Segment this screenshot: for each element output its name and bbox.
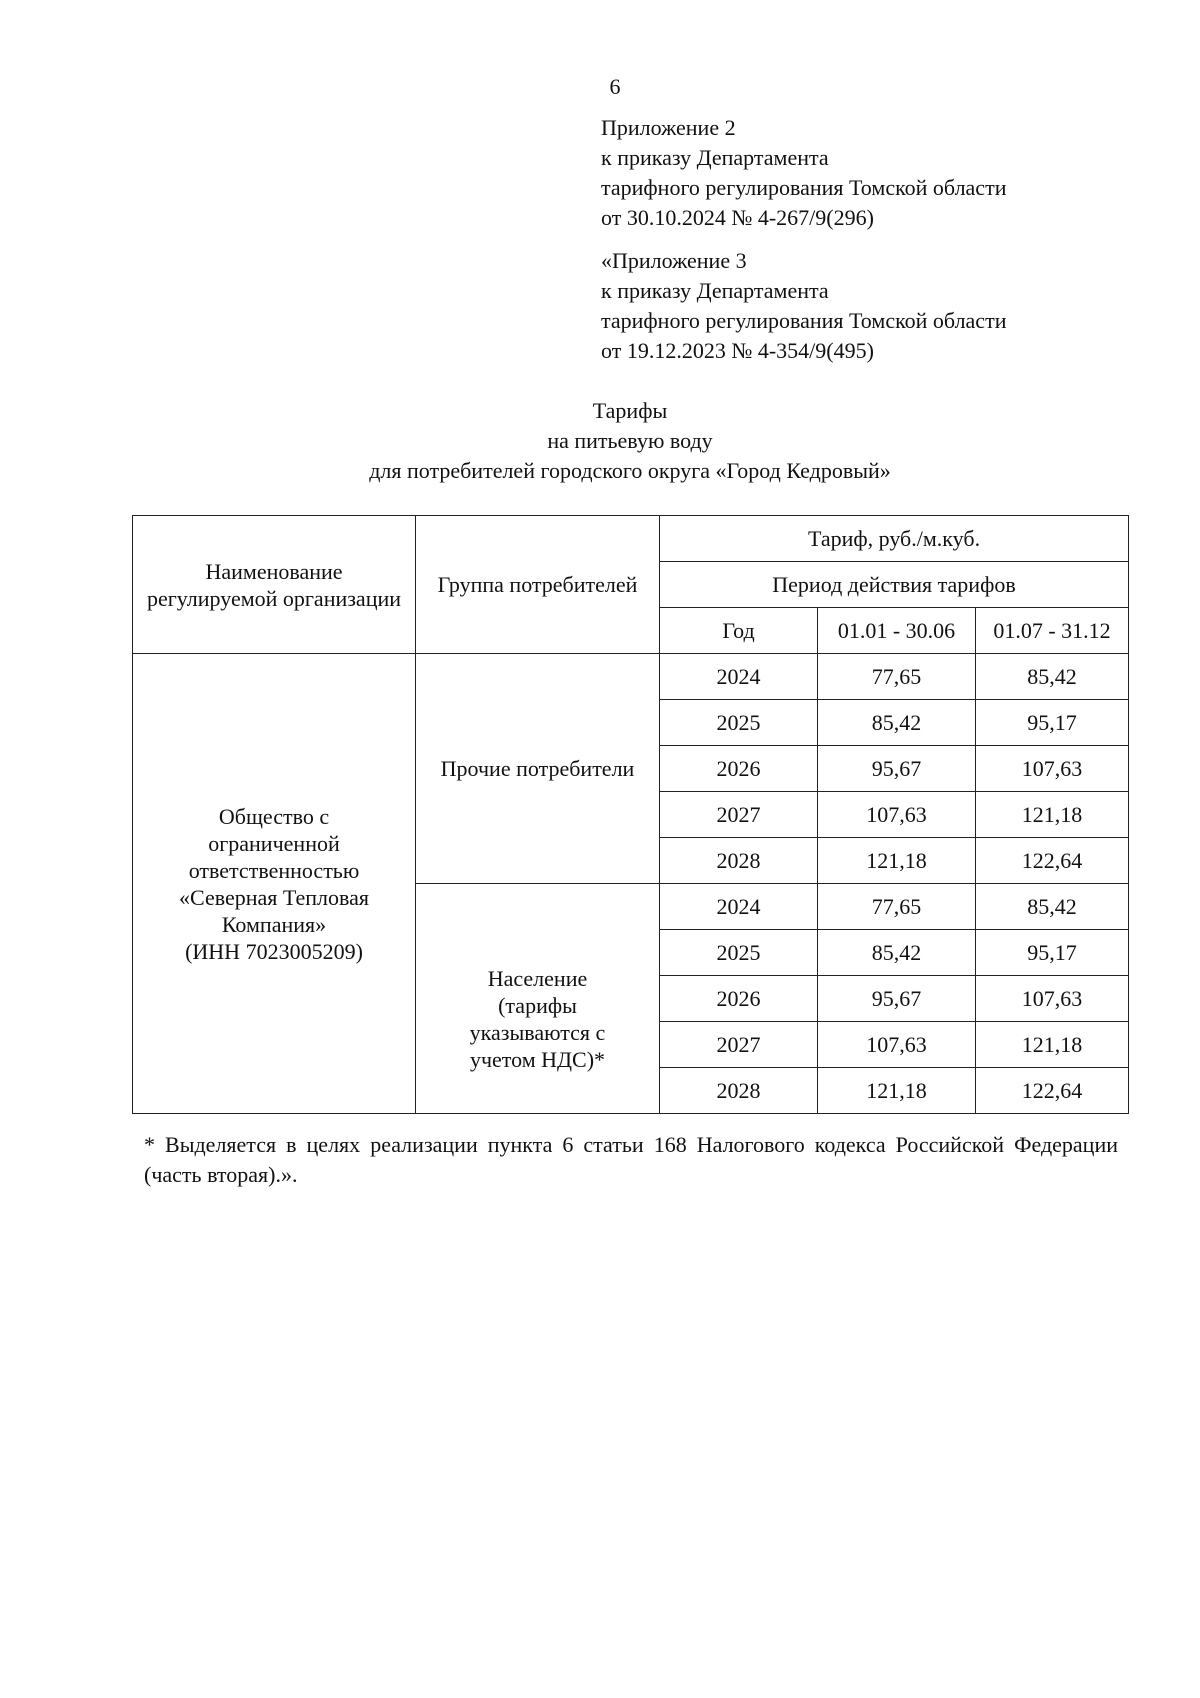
- tariff-half1-cell: 77,65: [818, 654, 976, 700]
- tariff-half2-cell: 121,18: [976, 792, 1129, 838]
- appendix-current-line: Приложение 2: [601, 115, 736, 140]
- organization-line: «Северная Тепловая: [179, 884, 369, 910]
- year-cell: 2024: [660, 654, 818, 700]
- tariff-half2-cell: 122,64: [976, 1068, 1129, 1114]
- tariff-half2-cell: 85,42: [976, 884, 1129, 930]
- group-line: Население: [487, 965, 588, 991]
- year-cell: 2026: [660, 976, 818, 1022]
- appendix-current-line: тарифного регулирования Томской области: [601, 175, 1007, 200]
- organization-line: (ИНН 7023005209): [185, 938, 363, 964]
- year-cell: 2025: [660, 930, 818, 976]
- year-cell: 2027: [660, 1022, 818, 1068]
- tariff-half2-cell: 107,63: [976, 976, 1129, 1022]
- organization-line: Компания»: [221, 911, 327, 937]
- appendix-previous-line: к приказу Департамента: [601, 278, 829, 303]
- tariff-half2-cell: 95,17: [976, 930, 1129, 976]
- table-row: [133, 654, 1129, 700]
- tariff-half2-cell: 121,18: [976, 1022, 1129, 1068]
- document-title: [130, 396, 1130, 486]
- organization-line: ответственностью: [188, 857, 360, 883]
- appendix-previous-line: тарифного регулирования Томской области: [601, 308, 1007, 333]
- page-number: 6: [609, 74, 621, 99]
- header-half2: 01.07 - 31.12: [976, 608, 1129, 654]
- tariff-half1-cell: 77,65: [818, 884, 976, 930]
- tariff-half1-cell: 121,18: [818, 838, 976, 884]
- group-line: Прочие потребители: [440, 756, 635, 781]
- tariff-half1-cell: 85,42: [818, 930, 976, 976]
- title-line: на питьевую воду: [547, 428, 713, 453]
- year-cell: 2028: [660, 1068, 818, 1114]
- tariff-table: [132, 515, 1129, 1114]
- year-cell: 2027: [660, 792, 818, 838]
- header-half1: 01.01 - 30.06: [818, 608, 976, 654]
- appendix-current-line: от 30.10.2024 № 4-267/9(296): [601, 205, 874, 230]
- tariff-half2-cell: 122,64: [976, 838, 1129, 884]
- group-line: (тарифы: [498, 992, 577, 1018]
- tariff-half1-cell: 121,18: [818, 1068, 976, 1114]
- year-cell: 2024: [660, 884, 818, 930]
- year-cell: 2026: [660, 746, 818, 792]
- tariff-half2-cell: 107,63: [976, 746, 1129, 792]
- tariff-half1-cell: 107,63: [818, 792, 976, 838]
- tariff-half2-cell: 85,42: [976, 654, 1129, 700]
- footnote: * Выделяется в целях реализации пункта 6 статьи 168 Налогового кодекса Российской Федерации (часть вторая).».: [144, 1132, 1118, 1187]
- group-cell-other: [416, 654, 660, 884]
- organization-cell: [133, 654, 416, 1114]
- organization-line: Общество с: [218, 803, 330, 829]
- title-line: Тарифы: [592, 398, 668, 423]
- group-cell-population: [416, 884, 660, 1114]
- appendix-current-block: [601, 113, 1161, 233]
- tariff-half2-cell: 95,17: [976, 700, 1129, 746]
- header-organization: Наименование регулируемой организации: [133, 516, 416, 654]
- year-cell: 2028: [660, 838, 818, 884]
- header-group: Группа потребителей: [416, 516, 660, 654]
- year-cell: 2025: [660, 700, 818, 746]
- group-line: указываются с: [469, 1019, 606, 1045]
- tariff-half1-cell: 95,67: [818, 746, 976, 792]
- tariff-half1-cell: 95,67: [818, 976, 976, 1022]
- table-header-row: [133, 516, 1129, 562]
- appendix-current-line: к приказу Департамента: [601, 145, 829, 170]
- appendix-previous-line: «Приложение 3: [601, 248, 747, 273]
- title-line: для потребителей городского округа «Город Кедровый»: [369, 458, 891, 483]
- header-period: Период действия тарифов: [660, 562, 1129, 608]
- group-line: учетом НДС)*: [469, 1046, 606, 1072]
- tariff-half1-cell: 107,63: [818, 1022, 976, 1068]
- appendix-previous-line: от 19.12.2023 № 4-354/9(495): [601, 338, 874, 363]
- tariff-half1-cell: 85,42: [818, 700, 976, 746]
- appendix-previous-block: [601, 246, 1161, 366]
- header-year: Год: [660, 608, 818, 654]
- header-tariff: Тариф, руб./м.куб.: [660, 516, 1129, 562]
- organization-line: ограниченной: [208, 830, 340, 856]
